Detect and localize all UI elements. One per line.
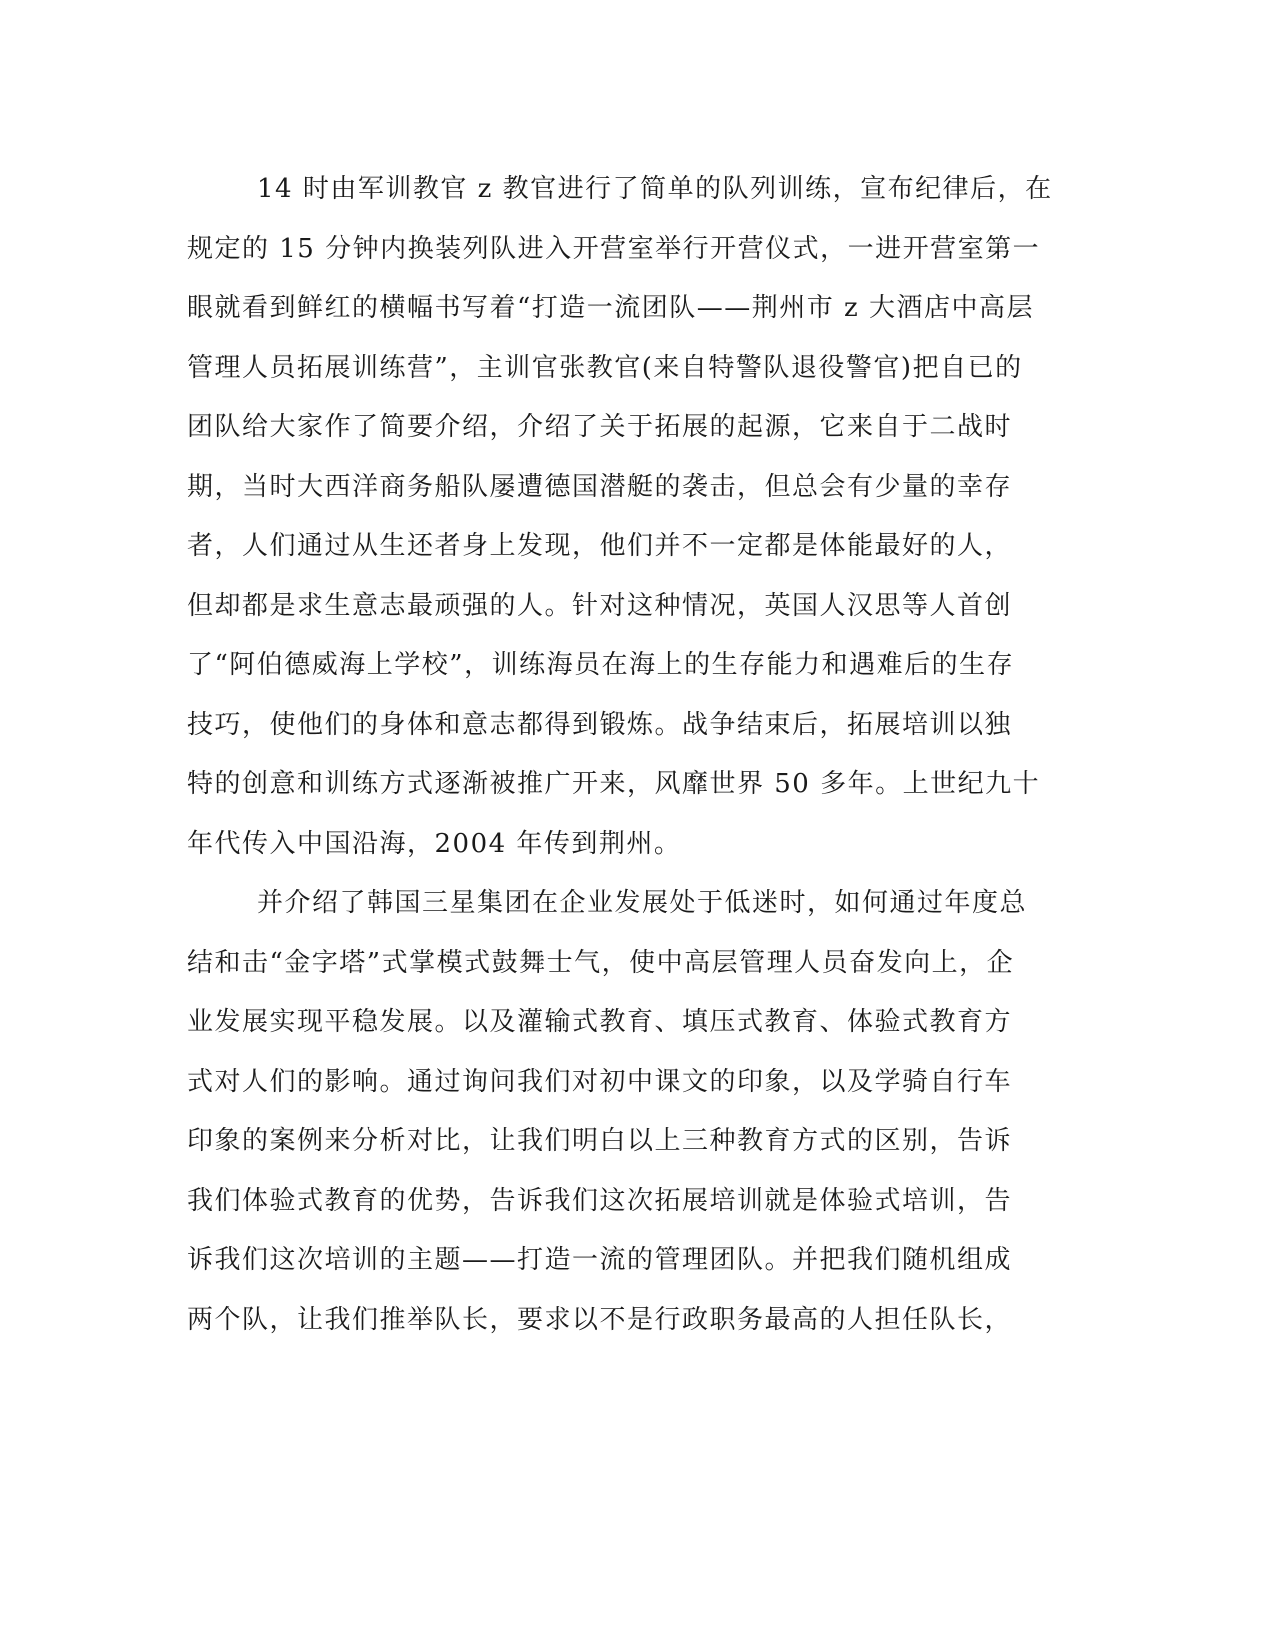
paragraph-2 — [187, 874, 1067, 1350]
text-line: 并介绍了韩国三星集团在企业发展处于低迷时，如何通过年度总 — [257, 888, 1028, 918]
text-line: 两个队，让我们推举队长，要求以不是行政职务最高的人担任队长， — [187, 1304, 1013, 1335]
text-line: 技巧，使他们的身体和意志都得到锻炼。战争结束后，拓展培训以独 — [187, 709, 1013, 740]
text-line: 管理人员拓展训练营”，主训官张教官(来自特警队退役警官)把自已的 — [187, 352, 1023, 383]
text-line: 业发展实现平稳发展。以及灌输式教育、填压式教育、体验式教育方 — [187, 1007, 1013, 1037]
text-line: 印象的案例来分析对比，让我们明白以上三种教育方式的区别，告诉 — [187, 1126, 1013, 1156]
text-line: 诉我们这次培训的主题——打造一流的管理团队。并把我们随机组成 — [187, 1245, 1013, 1275]
text-line: 我们体验式教育的优势，告诉我们这次拓展培训就是体验式培训，告 — [187, 1185, 1013, 1216]
text-line: 规定的 15 分钟内换装列队进入开营室举行开营仪式，一进开营室第一 — [187, 233, 1041, 264]
text-line: 但却都是求生意志最顽强的人。针对这种情况，英国人汉思等人首创 — [187, 590, 1013, 621]
text-line: 特的创意和训练方式逐渐被推广开来，风靡世界 50 多年。上世纪九十 — [187, 769, 1041, 799]
text-line: 年代传入中国沿海，2004 年传到荆州。 — [187, 828, 682, 859]
text-line: 眼就看到鲜红的横幅书写着“打造一流团队——荆州市 z 大酒店中高层 — [187, 293, 1035, 323]
paragraph-1 — [187, 160, 1067, 874]
text-line: 期，当时大西洋商务船队屡遭德国潜艇的袭击，但总会有少量的幸存 — [187, 471, 1013, 502]
text-line: 结和击“金字塔”式掌模式鼓舞士气，使中高层管理人员奋发向上，企 — [187, 947, 1015, 978]
text-line: 14 时由军训教官 z 教官进行了简单的队列训练，宣布纪律后，在 — [257, 174, 1053, 204]
text-line: 了“阿伯德威海上学校”，训练海员在海上的生存能力和遇难后的生存 — [187, 650, 1015, 680]
text-line: 者，人们通过从生还者身上发现，他们并不一定都是体能最好的人， — [187, 531, 1013, 561]
text-line: 团队给大家作了简要介绍，介绍了关于拓展的起源，它来自于二战时 — [187, 412, 1013, 442]
text-line: 式对人们的影响。通过询问我们对初中课文的印象，以及学骑自行车 — [187, 1066, 1013, 1097]
body-text — [187, 160, 1067, 1350]
